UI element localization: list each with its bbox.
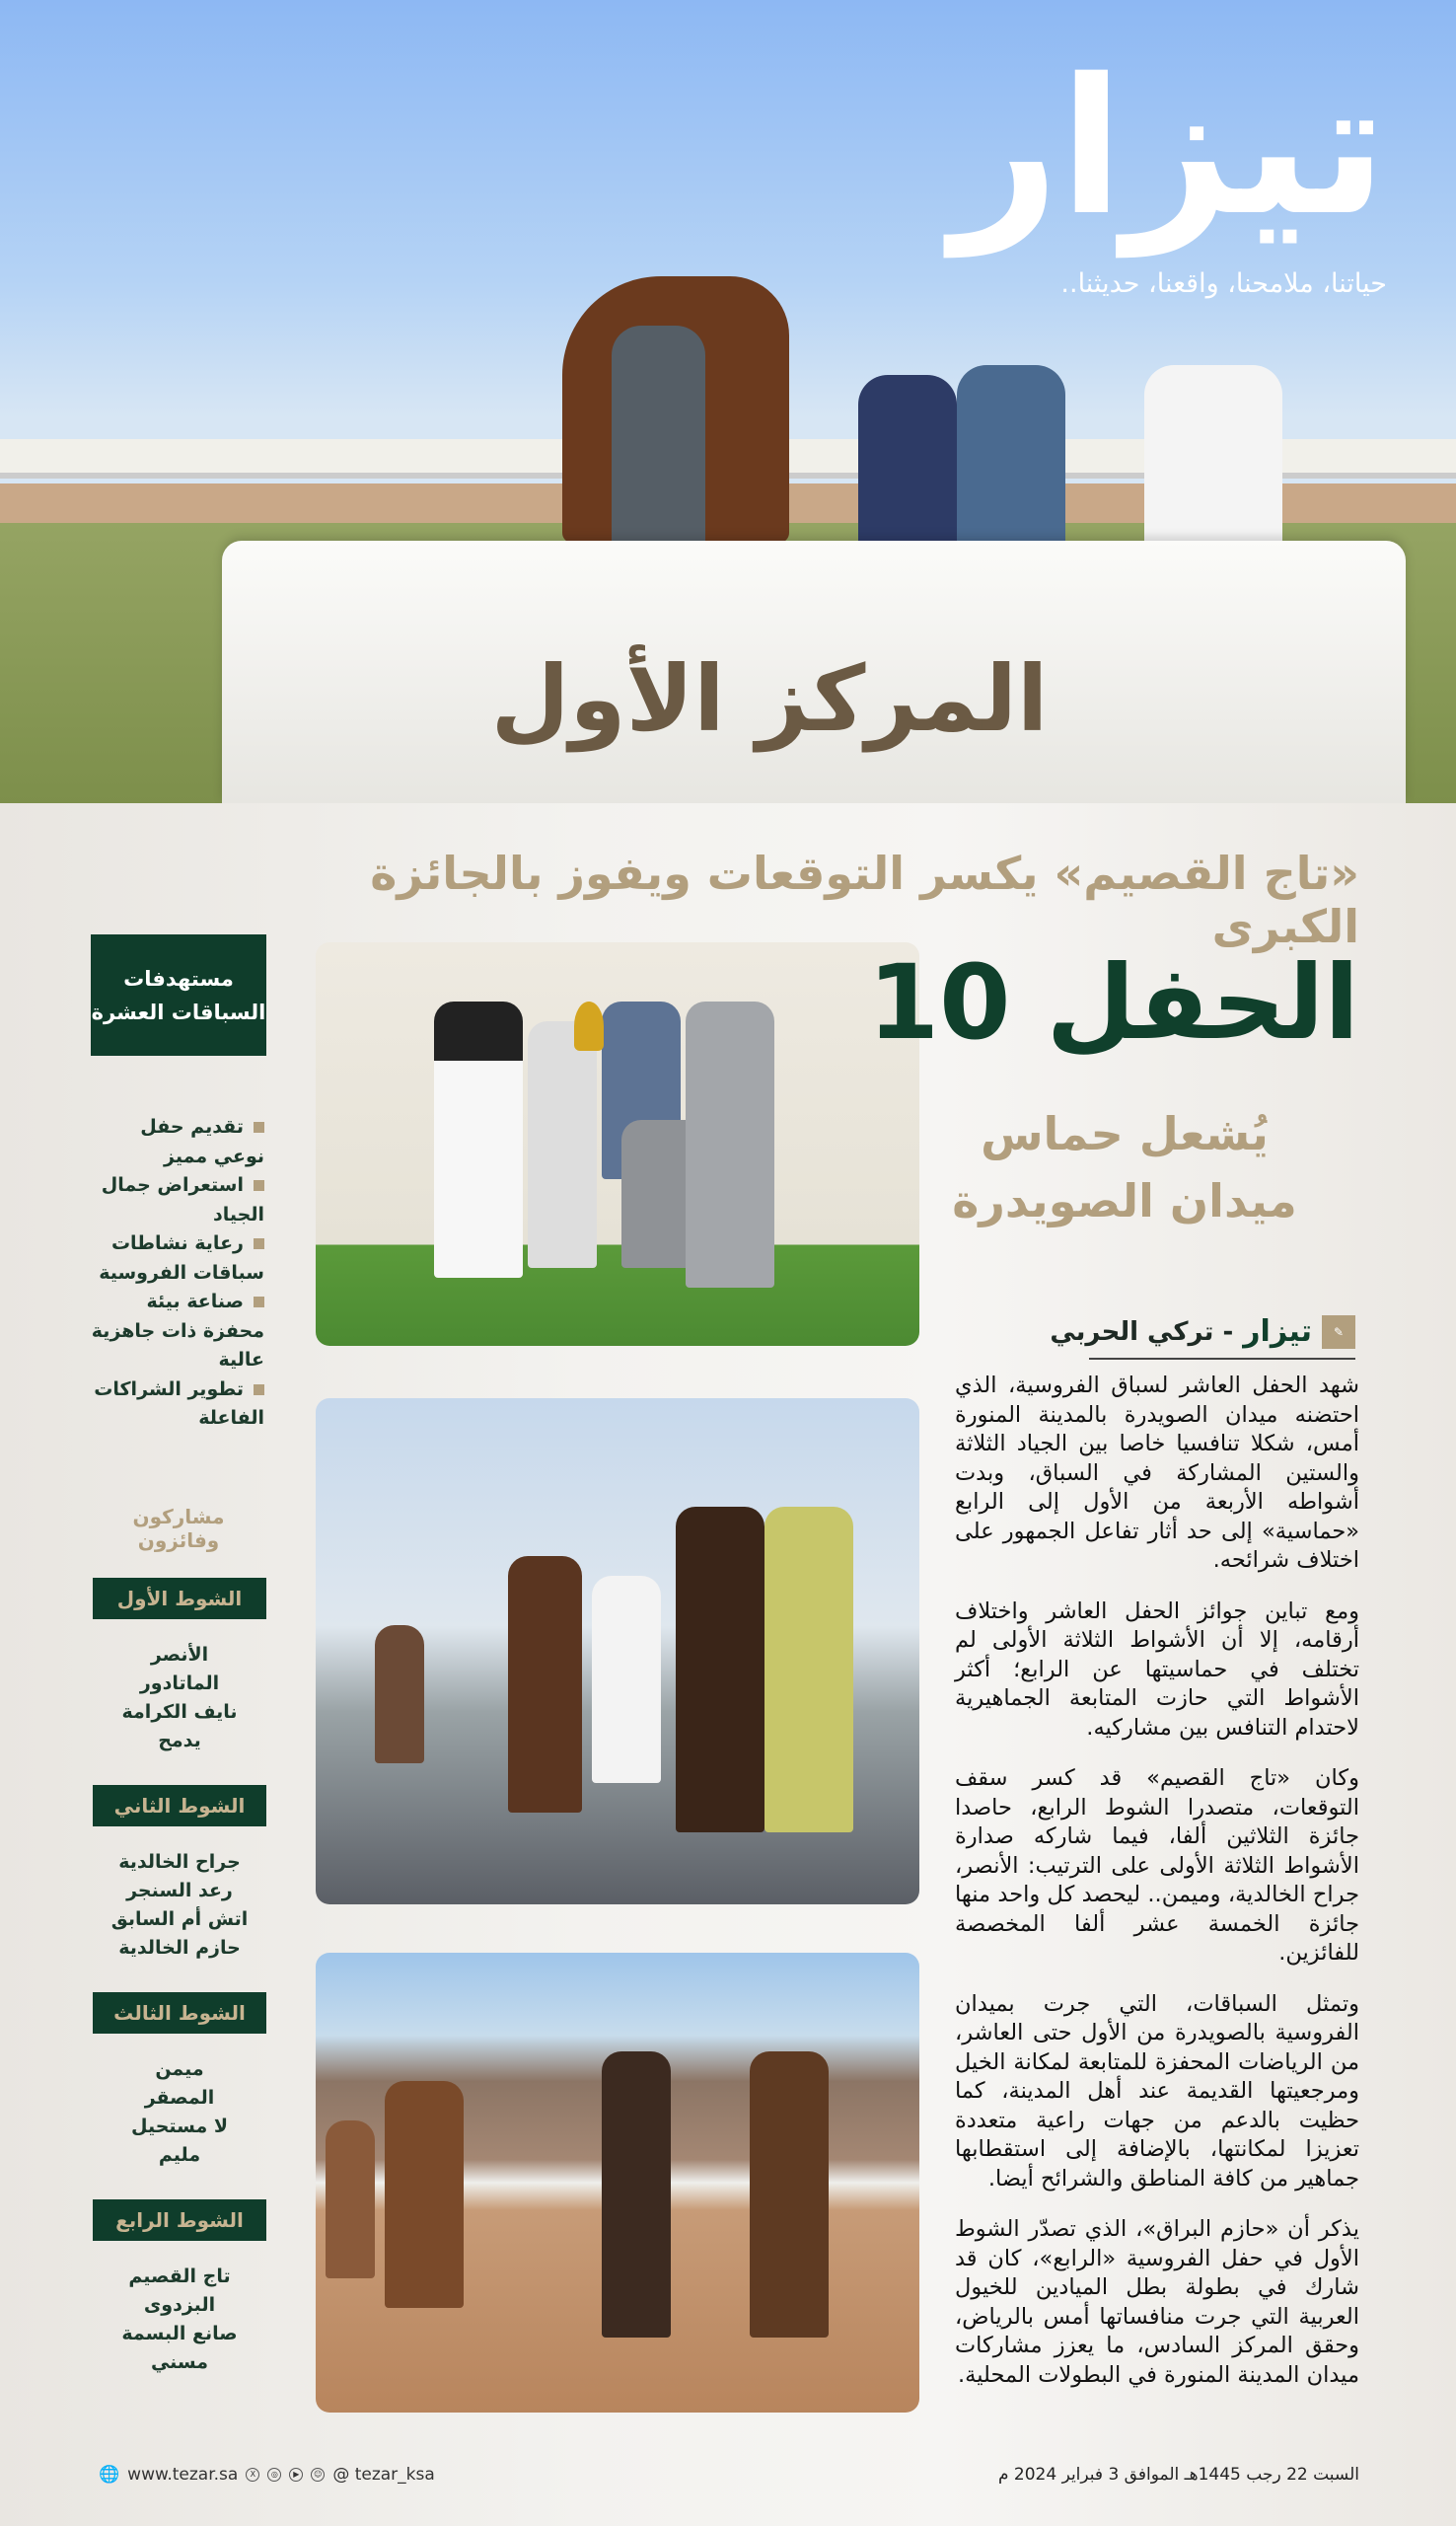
- heat-section: [93, 1578, 266, 1755]
- list-item: لا مستحيل: [130, 2115, 229, 2137]
- heat-title: الشوط الثاني: [93, 1785, 266, 1826]
- page-headline: «تاج القصيم» يكسر التوقعات ويفوز بالجائزة الكبرى: [370, 847, 1359, 953]
- masthead-logo: تيزار: [951, 38, 1387, 257]
- list-item: الماتادور: [139, 1672, 220, 1694]
- article-paragraph: شهد الحفل العاشر لسباق الفروسية، الذي احتضنه ميدان الصويدرة بالمدينة المنورة أمس، شكلا تنافسيا خاصا بين الجياد الثلاثة والستين المشاركة في السباق، وبدت أشواطه الأربعة من الأول إلى الرابع «حماسية» إلى حد أثار تفاعل الجمهور على اختلاف شرائحه.: [955, 1373, 1359, 1573]
- list-item-text: تطوير الشراكات الفاعلة: [94, 1377, 264, 1429]
- horse-figure: [385, 2081, 464, 2308]
- person-figure: [686, 1002, 774, 1288]
- masthead-tagline: حياتنا، ملامحنا، واقعنا، حديثنا..: [1060, 268, 1387, 299]
- list-item: تاج القصيم: [128, 2265, 231, 2287]
- heat-section: [93, 1785, 266, 1963]
- heat-title: الشوط الثالث: [93, 1992, 266, 2034]
- heat-horses: [93, 1641, 266, 1755]
- youtube-icon[interactable]: ▶: [289, 2468, 303, 2482]
- article-paragraph: وتمثل السباقات، التي جرت بميدان الفروسية بالصويدرة من الأول حتى العاشر، من الرياضات المحفزة للمتابعة لمكانة الخيل ومرجعيتها القديمة عند أهل المدينة، كما حظيت بالدعم من جهات راعية متعددة تعزيزا لمكانتها، بالإضافة إلى استقطابها جماهير من كافة المناطق والشرائح أيضا.: [955, 1990, 1359, 2192]
- person-figure: [957, 365, 1065, 553]
- instagram-icon[interactable]: ◎: [267, 2468, 281, 2482]
- heat-horses: [93, 2263, 266, 2377]
- list-item: صانع البسمة: [121, 2322, 238, 2344]
- brand-mark-icon: ✎: [1322, 1315, 1355, 1349]
- sidebar: [91, 934, 266, 2377]
- byline-brand: تيزار: [1243, 1314, 1312, 1349]
- trophy: [574, 1002, 604, 1051]
- list-item: [91, 1171, 264, 1229]
- list-item: [91, 1375, 264, 1434]
- list-item-text: استعراض جمال الجياد: [101, 1174, 264, 1226]
- footer-contact: [99, 2465, 435, 2485]
- horse-figure: [676, 1507, 764, 1832]
- list-item: [91, 1229, 264, 1288]
- targets-title-box: [91, 934, 266, 1056]
- list-item: جراح الخالدية: [118, 1850, 241, 1873]
- list-item: حازم الخالدية: [118, 1936, 241, 1959]
- heat-title: الشوط الأول: [93, 1578, 266, 1619]
- subtitle-line: يُشعل حماس: [981, 1107, 1269, 1160]
- square-bullet-icon: [254, 1238, 264, 1249]
- list-item: رعد السنجر: [126, 1879, 233, 1901]
- list-item-text: تقديم حفل نوعي مميز: [140, 1116, 264, 1167]
- horse-race-photo: [316, 1953, 919, 2413]
- targets-title-line: مستهدفات: [123, 966, 234, 991]
- podium-text: المركز الأول: [490, 646, 1049, 752]
- heat-section: [93, 2199, 266, 2377]
- list-item: مسني: [150, 2350, 209, 2373]
- issue-date: السبت 22 رجب 1445هـ الموافق 3 فبراير 2024 م: [997, 2465, 1359, 2485]
- person-figure: [592, 1576, 661, 1783]
- person-figure: [528, 1021, 597, 1268]
- list-item: نايف الكرامة: [121, 1700, 238, 1723]
- person-figure: [1144, 365, 1282, 553]
- article-body: [955, 1372, 1359, 2412]
- list-item: يدمح: [158, 1729, 201, 1751]
- article-paragraph: يذكر أن «حازم البراق»، الذي تصدّر الشوط الأول في حفل الفروسية «الرابع»، كان قد شارك في بطولة بطل الميادين للخيول العربية التي جرت منافساتها أمس بالرياض، وحقق المركز السادس، ما يعزز مشاركات ميدان المدينة المنورة في البطولات المحلية.: [955, 2216, 1359, 2388]
- heat-horses: [93, 2055, 266, 2170]
- person-figure: [612, 326, 705, 553]
- article-paragraph: وكان «تاج القصيم» قد كسر سقف التوقعات، متصدرا الشوط الرابع، حاصدا جائزة الثلاثين ألفا، فيما شاركه صدارة الأشواط الثلاثة الأولى على الترتيب: الأنصر، جراح الخالدية، وميمن.. ليحصد كل واحد منها جائزة الخمسة عشر ألفا المخصصة للفائزين.: [955, 1765, 1359, 1966]
- byline-author: - تركي الحربي: [1050, 1316, 1234, 1347]
- snapchat-icon[interactable]: ☺: [311, 2468, 325, 2482]
- article-title: الحفل 10: [867, 942, 1359, 1063]
- heat-section: [93, 1992, 266, 2170]
- square-bullet-icon: [254, 1297, 264, 1307]
- trophy-photo: [316, 942, 919, 1346]
- list-item: ميمن: [155, 2057, 204, 2080]
- horses-parade-photo: [316, 1398, 919, 1904]
- globe-icon: 🌐: [99, 2465, 120, 2485]
- targets-list: [91, 1113, 266, 1434]
- participants-title: مشاركون وفائزون: [132, 1504, 225, 1552]
- website-link[interactable]: www.tezar.sa: [127, 2465, 239, 2485]
- person-figure: [858, 375, 957, 553]
- byline: [1050, 1314, 1355, 1349]
- horse-figure: [326, 2120, 375, 2278]
- list-item: المصقر: [144, 2086, 215, 2109]
- square-bullet-icon: [254, 1384, 264, 1395]
- square-bullet-icon: [254, 1122, 264, 1133]
- list-item: مليم: [158, 2143, 201, 2166]
- horse-figure: [750, 2051, 829, 2338]
- square-bullet-icon: [254, 1180, 264, 1191]
- hero-photo: [0, 0, 1456, 803]
- heat-title: الشوط الرابع: [93, 2199, 266, 2241]
- person-figure: [764, 1507, 853, 1832]
- horse-figure: [602, 2051, 671, 2338]
- byline-divider: [1089, 1358, 1355, 1360]
- article-paragraph: ومع تباين جوائز الحفل العاشر واختلاف أرقامه، إلا أن الأشواط الثلاثة الأولى لم تختلف في حماسيتها عن الرابع؛ أكثر الأشواط التي حازت المتابعة الجماهيرية لاحتدام التنافس بين مشاركيه.: [955, 1597, 1359, 1741]
- heat-horses: [93, 1848, 266, 1963]
- list-item: [91, 1288, 264, 1375]
- x-icon[interactable]: X: [246, 2468, 259, 2482]
- article-subtitle: [927, 1100, 1322, 1234]
- list-item-text: رعاية نشاطات سباقات الفروسية: [99, 1232, 264, 1284]
- list-item: اتش أم السابق: [110, 1907, 249, 1930]
- list-item-text: صناعة بيئة محفزة ذات جاهزية عالية: [91, 1291, 264, 1371]
- horse-figure: [375, 1625, 424, 1763]
- list-item: البزدوى: [143, 2293, 216, 2316]
- subtitle-line: ميدان الصويدرة: [952, 1174, 1297, 1227]
- social-handle[interactable]: @ tezar_ksa: [332, 2465, 435, 2485]
- targets-title-line: السباقات العشرة: [91, 1000, 266, 1024]
- horse-figure: [508, 1556, 582, 1813]
- list-item: الأنصر: [150, 1643, 209, 1666]
- list-item: [91, 1113, 264, 1171]
- person-figure: [434, 1002, 523, 1278]
